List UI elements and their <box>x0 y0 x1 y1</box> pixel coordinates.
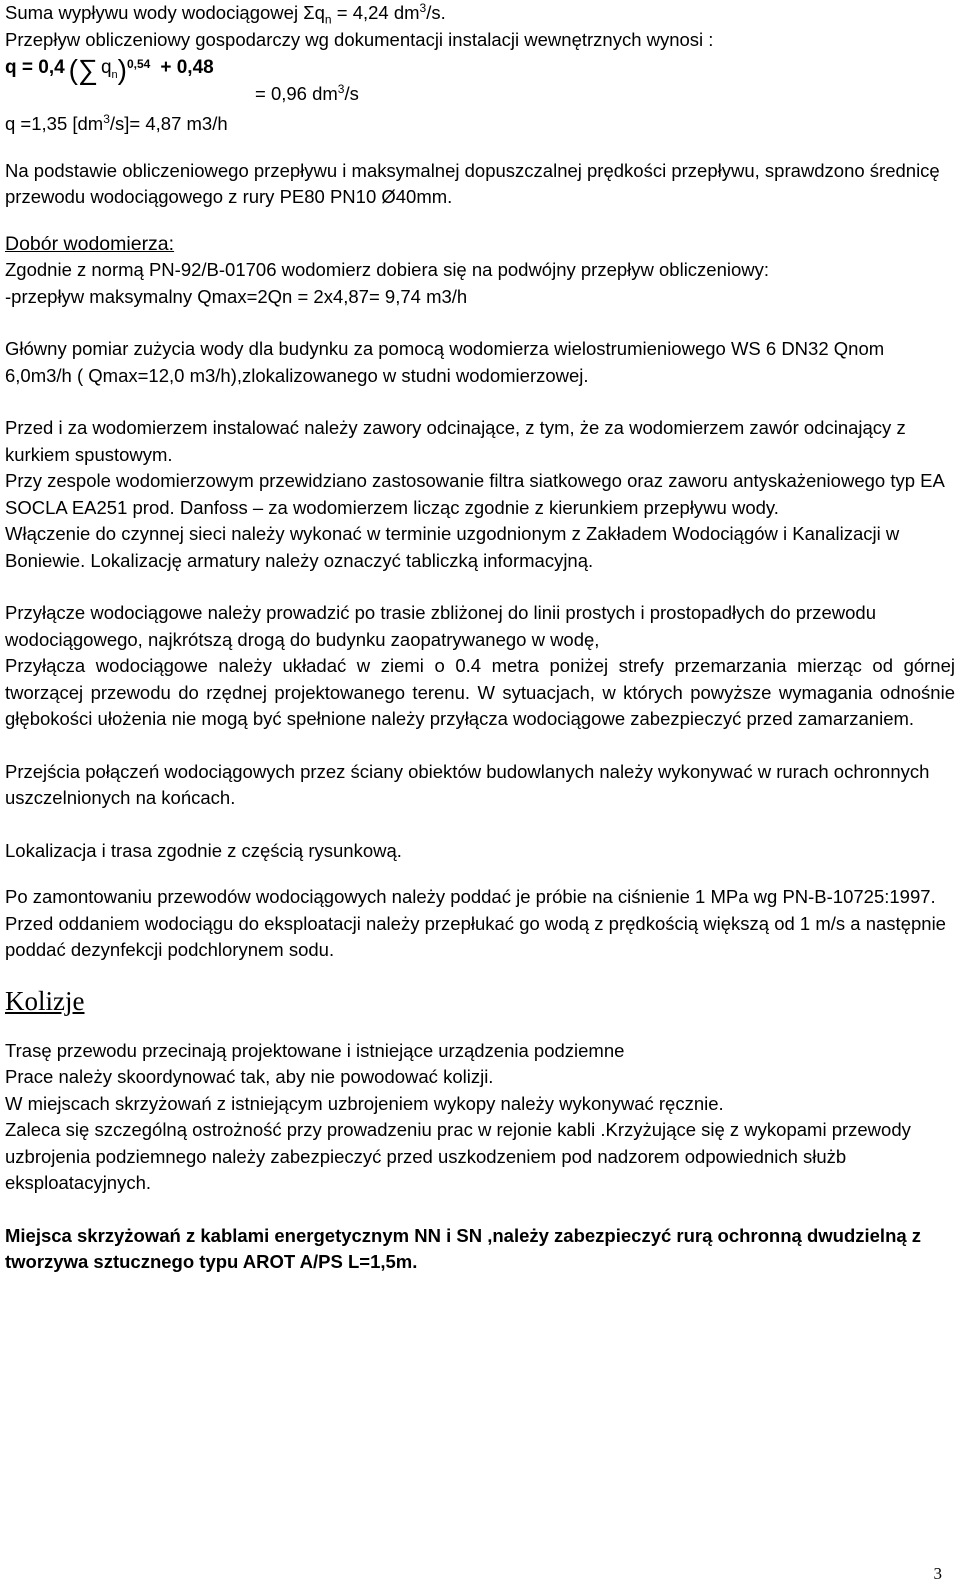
q-line: q =1,35 $[dm^3/s]= 4,87$ m3/h <box>5 111 228 134</box>
formula-expression <box>5 55 214 85</box>
basis-paragraph: Na podstawie obliczeniowego przepływu i maksymalnej dopuszczalnej prędkości przepływu, sprawdzono średnicę przewodu wodociągowego z rury PE80 PN10 Ø40mm. <box>5 159 940 207</box>
connect-paragraph: Włączenie do czynnej sieci należy wykonać w terminie uzgodnionym z Zakładem Wodociągów i Kanalizacji w Boniewie. Lokalizację armatury należy oznaczyć tabliczką informacyjną. <box>5 523 900 571</box>
sum-superscript: 3 <box>419 0 427 15</box>
location-paragraph: Lokalizacja i trasa zgodnie z częścią rysunkową. <box>5 839 402 861</box>
sum-value: = 4,24 dm <box>331 2 420 23</box>
bold-note-paragraph: Miejsca skrzyżowań z kablami energetycznym NN i SN ,należy zabezpieczyć rurą ochronną dwudzielną z tworzywa sztucznego typu AROT A/PS L=1,5m. <box>5 1224 922 1272</box>
meter-heading: Dobór wodomierza: <box>5 232 175 255</box>
collisions-line-2: Prace należy skoordynować tak, aby nie powodować kolizji. <box>5 1066 494 1087</box>
main-meter-paragraph: Główny pomiar zużycia wody dla budynku za pomocą wodomierza wielostrumieniowego WS 6 DN32 Qnom 6,0m3/h ( Qmax=12,0 m3/h),zlokalizowanego w studni wodomierzowej. <box>5 338 885 386</box>
collisions-heading: Kolizje <box>5 985 85 1016</box>
page-number: 3 <box>933 1564 942 1583</box>
formula-paren-open: ( <box>68 54 78 85</box>
flush-paragraph: Przed oddaniem wodociągu do eksploatacji należy przepłukać go wodą z prędkością większą od 1 m/s a następnie poddać dezynfekcji podchlorynem sodu. <box>5 912 946 960</box>
sum-unit: /s. <box>426 2 446 23</box>
formula-result: = 0,96 $dm^3/s$ <box>255 81 359 104</box>
document-page <box>5 0 955 1276</box>
collisions-paragraph-4: Zaleca się szczególną ostrożność przy prowadzeniu prac w rejonie kabli .Krzyżujące się z wykopami przewody uzbrojenia podziemnego należy zabezpieczyć przed uszkodzeniem pod nadzorem odpowiednich służb eksploatacyjnych. <box>5 1119 911 1193</box>
collisions-line-3: W miejscach skrzyżowań z istniejącym uzbrojeniem wykopy należy wykonywać ręcznie. <box>5 1092 724 1114</box>
collisions-line-1: Trasę przewodu przecinają projektowane i istniejące urządzenia podziemne <box>5 1039 625 1061</box>
formula-plus: + 0,48 <box>160 57 214 78</box>
sum-subscript: n <box>324 12 332 27</box>
sum-line <box>5 0 955 27</box>
walls-paragraph: Przejścia połączeń wodociągowych przez ściany obiektów budowlanych należy wykonywać w rurach ochronnych uszczelnionych na końcach. <box>5 760 930 808</box>
test-paragraph: Po zamontowaniu przewodów wodociągowych należy poddać je próbie na ciśnienie 1 MPa wg PN-B-10725:1997. <box>5 886 936 907</box>
norm-paragraph: Zgodnie z normą PN-92/B-01706 wodomierz dobiera się na podwójny przepływ obliczeniowy: <box>5 259 770 280</box>
valves-paragraph: Przed i za wodomierzem instalować należy zawory odcinające, z tym, że za wodomierzem zawór odcinający z kurkiem spustowym. <box>5 417 906 465</box>
flow-intro: Przepływ obliczeniowy gospodarczy wg dokumentacji instalacji wewnętrznych wynosi : <box>5 28 714 50</box>
flow-formula <box>5 53 955 111</box>
sum-text: Suma wypływu wody wodociągowej Σq <box>5 2 325 23</box>
formula-qn: $q_n$ <box>100 57 118 81</box>
formula-q: q = 0,4 <box>5 57 65 78</box>
formula-exponent: 0,54 <box>127 57 151 71</box>
depth-paragraph: Przyłącza wodociągowe należy układać w ziemi o 0.4 metra poniżej strefy przemarzania mierząc od górnej tworzącej przewodu do rzędnej projektowanego terenu. W sytuacjach, w których powyższe wymagania odnośnie głębokości ułożenia nie mogą być spełnione należy przyłącza wodociągowe zabezpieczyć przed zamarzaniem. <box>5 655 955 729</box>
route-paragraph: Przyłącze wodociągowe należy prowadzić po trasie zbliżonej do linii prostych i prostopadłych do przewodu wodociągowego, najkrótszą drogą do budynku zaopatrywanego w wodę, <box>5 602 876 650</box>
qmax-line: -przepływ maksymalny Qmax=2Qn = 2x4,87= 9,74 m3/h <box>5 285 468 307</box>
formula-sigma: ∑ <box>78 54 98 85</box>
formula-paren-close: ) <box>117 54 127 85</box>
filter-paragraph: Przy zespole wodomierzowym przewidziano zastosowanie filtra siatkowego oraz zaworu antyskażeniowego typ EA SOCLA EA251 prod. Danfoss – za wodomierzem licząc zgodnie z kierunkiem przepływu wody. <box>5 470 944 518</box>
